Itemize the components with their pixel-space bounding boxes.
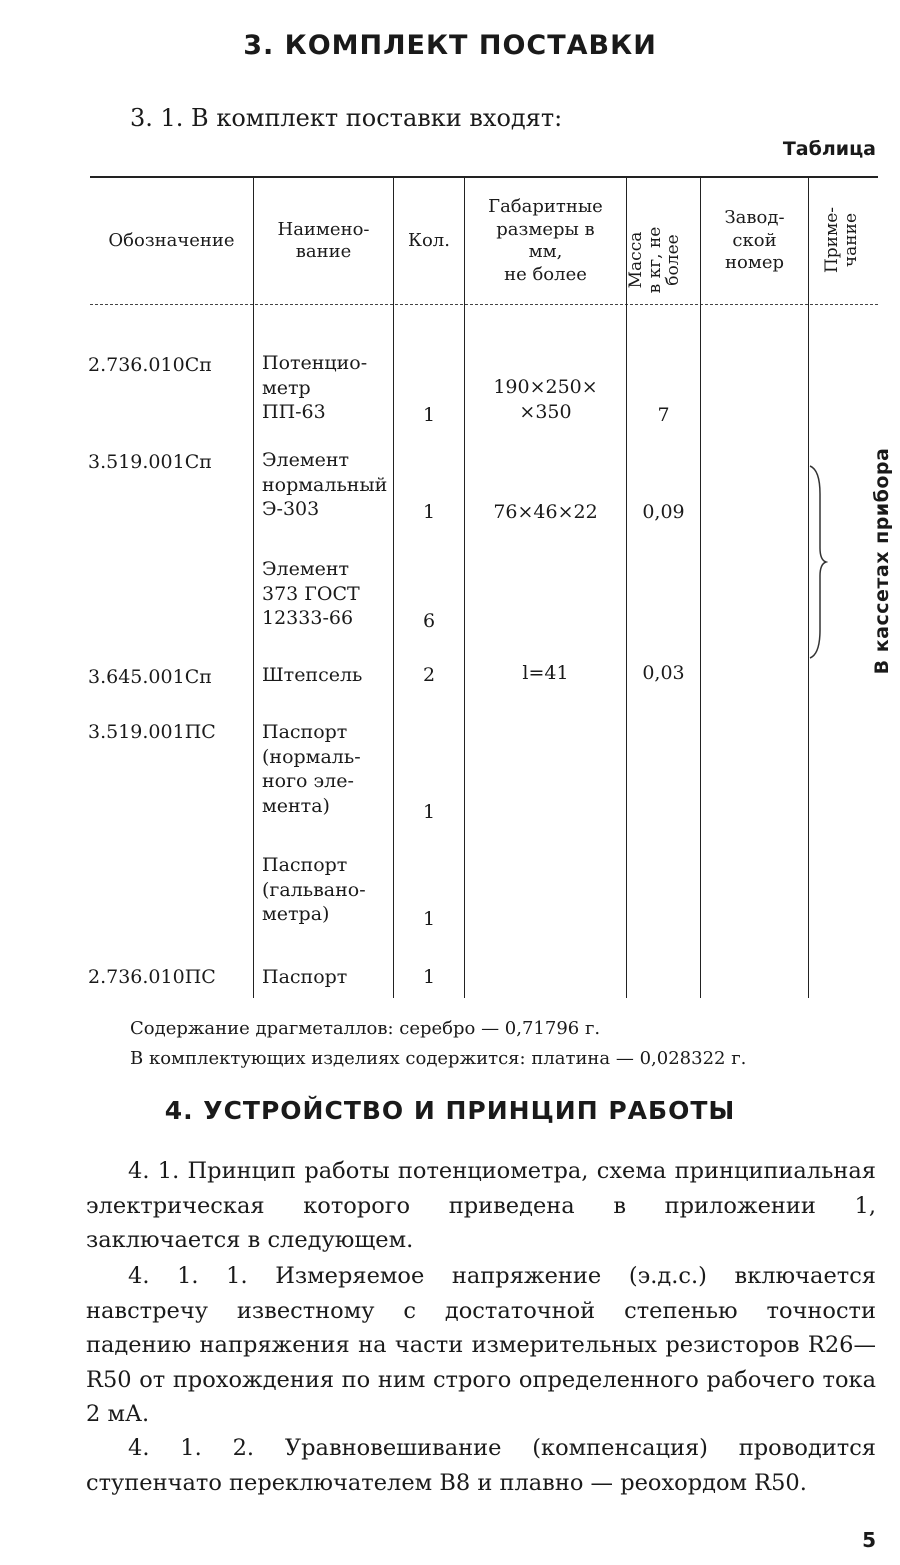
table-label: Таблица bbox=[782, 138, 876, 160]
page-number: 5 bbox=[862, 1528, 876, 1552]
note-precious-metals: Содержание драгметаллов: серебро — 0,71796 г. bbox=[130, 1018, 601, 1039]
row-5-name: Паспорт (нормаль- ного эле- мента) bbox=[262, 721, 361, 818]
row-6-name: Паспорт (гальвано- метра) bbox=[262, 854, 366, 926]
row-2-mass: 0,09 bbox=[642, 501, 685, 523]
row-4-designation: 3.645.001Сп bbox=[88, 666, 212, 688]
row-2-qty: 1 bbox=[422, 501, 436, 523]
row-4-qty: 2 bbox=[422, 664, 436, 686]
row-5-designation: 3.519.001ПС bbox=[88, 721, 216, 743]
row-7-designation: 2.736.010ПС bbox=[88, 966, 216, 988]
header-designation: Обозначение bbox=[108, 229, 235, 251]
remark-brace bbox=[806, 464, 828, 660]
row-1-dims: 190×250× ×350 bbox=[493, 376, 598, 423]
table-header-rule bbox=[90, 304, 878, 305]
row-1-designation: 2.736.010Сп bbox=[88, 354, 212, 376]
section-3-intro: 3. 1. В комплект поставки входят: bbox=[130, 104, 563, 132]
header-qty: Кол. bbox=[408, 229, 450, 251]
row-3-name: Элемент 373 ГОСТ 12333-66 bbox=[262, 558, 360, 630]
row-4-mass: 0,03 bbox=[642, 662, 685, 684]
row-1-qty: 1 bbox=[422, 404, 436, 426]
paragraph-4-1-1: 4. 1. 1. Измеряемое напряжение (э.д.с.) включается навстречу известному с достаточной степенью точности падению напряжения на части измерительных резисторов R26—R50 от прохождения по ним строго определенного рабочего тока 2 мА. bbox=[86, 1263, 876, 1427]
section-4-title: 4. УСТРОЙСТВО И ПРИНЦИП РАБОТЫ bbox=[164, 1096, 736, 1125]
header-remark: Приме- чание bbox=[822, 206, 861, 274]
paragraph-4-1: 4. 1. Принцип работы потенциометра, схема принципиальная электрическая которого приведена в приложении 1, заключается в следующем. bbox=[86, 1158, 876, 1253]
row-2-name: Элемент нормальный Э-303 bbox=[262, 449, 388, 521]
row-7-qty: 1 bbox=[422, 966, 436, 988]
row-2-designation: 3.519.001Сп bbox=[88, 451, 212, 473]
header-dims: Габаритные размеры в мм, не более bbox=[488, 196, 603, 285]
remark-value: В кассетах прибора bbox=[871, 447, 893, 675]
header-name: Наимено- вание bbox=[277, 218, 370, 262]
row-4-name: Штепсель bbox=[262, 664, 363, 686]
row-3-qty: 6 bbox=[422, 610, 436, 632]
section-3-title: 3. КОМПЛЕКТ ПОСТАВКИ bbox=[243, 30, 657, 61]
row-6-qty: 1 bbox=[422, 908, 436, 930]
row-1-name: Потенцио- метр ПП-63 bbox=[262, 352, 368, 424]
note-components: В комплектующих изделиях содержится: платина — 0,028322 г. bbox=[130, 1048, 747, 1069]
paragraph-4-1-2: 4. 1. 2. Уравновешивание (компенсация) проводится ступенчато переключателем В8 и плавно — реохордом R50. bbox=[86, 1435, 876, 1496]
row-2-dims: 76×46×22 bbox=[493, 501, 598, 523]
row-4-dims: l=41 bbox=[522, 662, 569, 684]
row-1-mass: 7 bbox=[657, 404, 670, 426]
table-top-rule bbox=[90, 176, 878, 178]
header-serial: Завод- ской номер bbox=[724, 207, 785, 274]
row-5-qty: 1 bbox=[422, 801, 436, 823]
row-7-name: Паспорт bbox=[262, 966, 348, 988]
header-mass: Масса в кг, не более bbox=[626, 226, 684, 294]
